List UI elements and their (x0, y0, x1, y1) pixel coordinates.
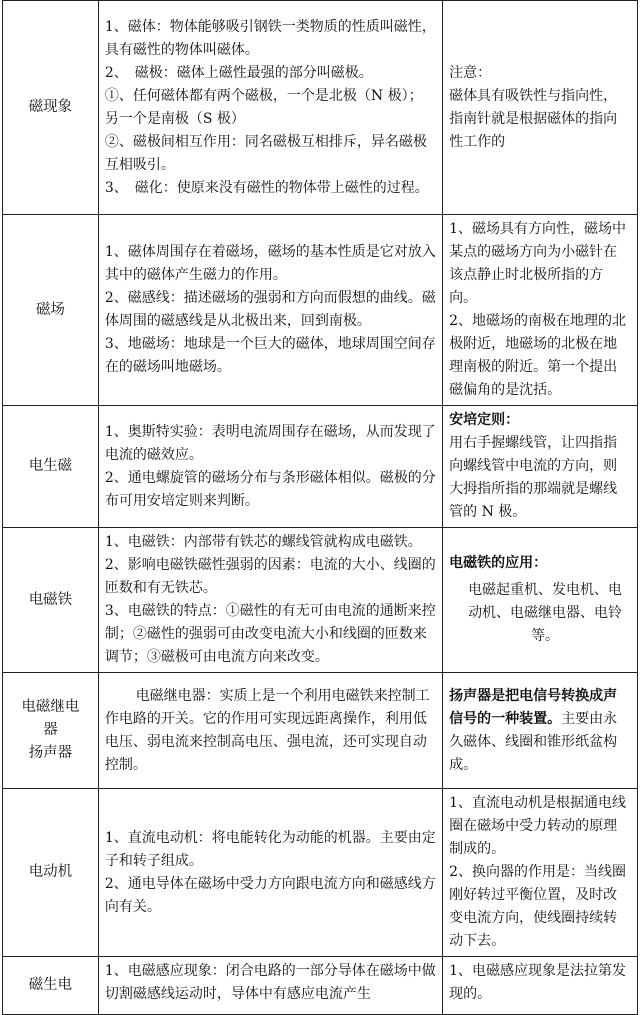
topic-cell: 磁现象 (3, 1, 99, 215)
table-row (3, 528, 638, 673)
topic-cell: 磁场 (3, 215, 99, 406)
note-text: 用右手握螺线管，让四指指向螺线管中电流的方向，则大拇指所指的那端就是螺线管的 N 极。 (449, 435, 618, 520)
content-line: 1、电磁铁：内部带有铁芯的螺线管就构成电磁铁。 (104, 534, 422, 550)
note-cell (443, 215, 638, 406)
content-line: ②、磁极间相互作用：同名磁极互相排斥，异名磁极互相吸引。 (104, 133, 427, 173)
topic-cell: 电生磁 (3, 406, 99, 528)
note-text: 磁体具有吸铁性与指向性，指南针就是根据磁体的指向性工作的 (449, 87, 618, 150)
content-line: 1、直流电动机：将电能转化为动能的机器。主要由定子和转子组成。 (104, 829, 436, 869)
content-cell (98, 406, 442, 528)
content-cell (98, 215, 442, 406)
note-text: 1、电磁感应现象是法拉第发现的。 (449, 963, 627, 1002)
content-line: 2、通电导体在磁场中受力方向跟电流方向和磁感线方向有关。 (104, 875, 436, 915)
content-line: 3、地磁场：地球是一个巨大的磁体，地球周围空间存在的磁场叫地磁场。 (104, 336, 436, 375)
note-text: 1、直流电动机是根据通电线圈在磁场中受力转动的原理制成的。 (449, 795, 627, 857)
content-line: 2、影响电磁铁磁性强弱的因素：电流的大小、线圈的匝数和有无铁芯。 (104, 557, 436, 596)
topic-cell (3, 673, 99, 789)
note-text: 1、磁场具有方向性，磁场中某点的磁场方向为小磁针在该点静止时北极所指的方向。 (449, 221, 627, 306)
table-row (3, 215, 638, 406)
content-line: 电磁继电器：实质上是一个利用电磁铁来控制工作电路的开关。它的作用可实现远距离操作，利用低电压、弱电流来控制高电压、强电流，还可实现自动控制。 (104, 687, 430, 773)
table-row (3, 406, 638, 528)
content-cell (98, 528, 442, 673)
topic-cell: 电磁铁 (3, 528, 99, 673)
note-text: 电磁起重机、发电机、电动机、电磁继电器、电铃等。 (468, 582, 623, 644)
content-line: 2、磁感线：描述磁场的强弱和方向而假想的曲线。磁体周围的磁感线是从北极出来，回到南极。 (104, 290, 436, 329)
content-line: 2、 磁极：磁体上磁性最强的部分叫磁极。 (104, 64, 373, 81)
content-cell (98, 789, 442, 957)
note-cell (443, 673, 638, 789)
content-line: 1、电磁感应现象：闭合电路的一部分导体在磁场中做切割磁感线运动时，导体中有感应电流产生 (104, 963, 436, 1002)
note-cell (443, 957, 638, 1015)
content-line: ①、任何磁体都有两个磁极，一个是北极（N 极）；另一个是南极（S 极） (104, 87, 423, 127)
topic-cell: 磁生电 (3, 957, 99, 1015)
content-cell (98, 957, 442, 1015)
note-text: 主要由永久磁体、线圈和锥形纸盆构成。 (449, 710, 618, 773)
note-title: 电磁铁的应用： (449, 555, 548, 571)
note-title: 扬声器是把电信号转换成声信号的一种装置。 (449, 687, 618, 727)
table-row (3, 673, 638, 789)
note-cell (443, 1, 638, 215)
note-text: 2、换向器的作用是：当线圈刚好转过平衡位置，及时改变电流方向，使线圈持续转动下去。 (449, 864, 627, 949)
topic-line: 电磁继电 (21, 699, 80, 715)
note-title: 注意： (449, 64, 492, 81)
content-line: 3、 磁化：使原来没有磁性的物体带上磁性的过程。 (104, 179, 429, 196)
content-line: 2、通电螺旋管的磁场分布与条形磁体相似。磁极的分布可用安培定则来判断。 (104, 469, 436, 509)
topic-cell: 电动机 (3, 789, 99, 957)
content-line: 1、磁体：物体能够吸引钢铁一类物质的性质叫磁性，具有磁性的物体叫磁体。 (104, 18, 436, 58)
content-line: 1、磁体周围存在着磁场，磁场的基本性质是它对放入其中的磁体产生磁力的作用。 (104, 244, 436, 283)
note-cell (443, 789, 638, 957)
physics-summary-table (2, 0, 638, 1015)
content-line: 1、奥斯特实验：表明电流周围存在磁场，从而发现了电流的磁效应。 (104, 423, 436, 463)
table-row (3, 957, 638, 1015)
content-cell (98, 1, 442, 215)
topic-line: 扬声器 (28, 745, 73, 761)
note-title: 安培定则： (449, 412, 520, 428)
table-row (3, 789, 638, 957)
table-row (3, 1, 638, 215)
note-cell (443, 528, 638, 673)
note-cell (443, 406, 638, 528)
topic-line: 器 (43, 722, 58, 738)
note-text: 2、地磁场的南极在地理的北极附近，地磁场的北极在地理南极的附近。第一个提出磁偏角的是沈括。 (449, 313, 627, 398)
content-cell (98, 673, 442, 789)
content-line: 3、电磁铁的特点：①磁性的有无可由电流的通断来控制；②磁性的强弱可由改变电流大小和线圈的匝数来调节；③磁极可由电流方向来改变。 (104, 603, 436, 665)
